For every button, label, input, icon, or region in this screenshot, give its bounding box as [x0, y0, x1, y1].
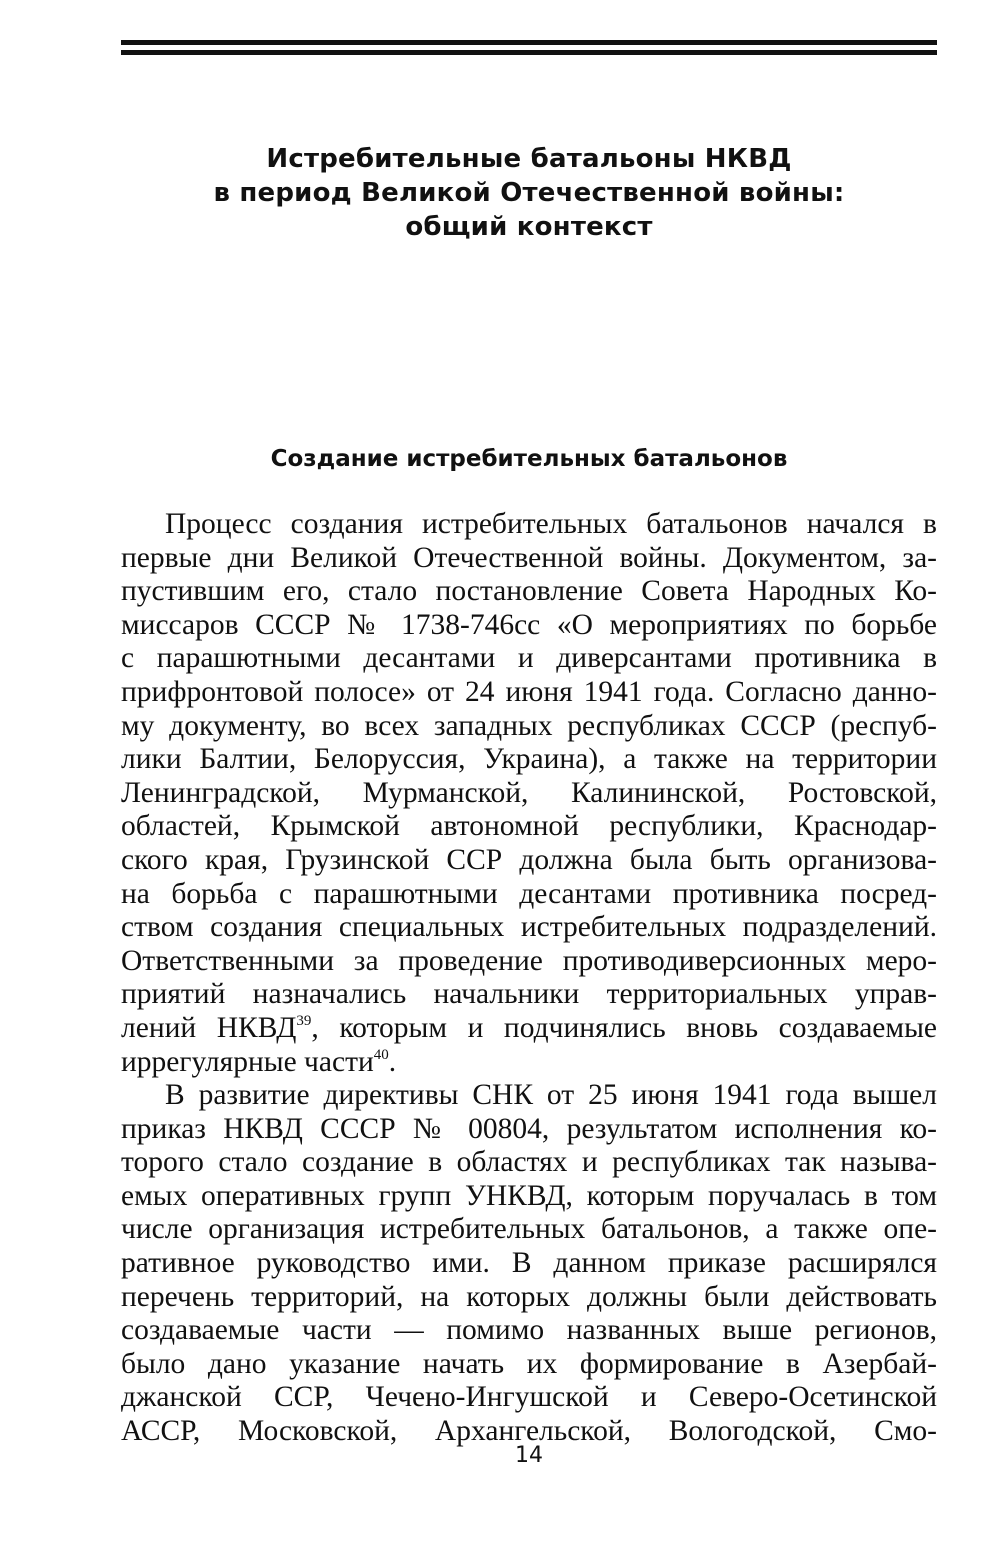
chapter-title-line: Истребительные батальоны НКВД [266, 144, 792, 174]
chapter-title [121, 142, 937, 244]
page-number: 14 [515, 1443, 543, 1468]
text-line: торого стало создание в областях и республиках так называ- [121, 1146, 937, 1179]
text-line: му документу, во всех западных республиках СССР (респуб- [121, 709, 937, 742]
text-line: Процесс создания истребительных батальонов начался в [165, 508, 937, 540]
text-line: областей, Крымской автономной республики, Краснодар- [121, 810, 937, 843]
text-line: емых оперативных групп УНКВД, которым поручалась в том [121, 1179, 937, 1212]
text-line-with-footnote [121, 1012, 937, 1046]
text-line: В развитие директивы СНК от 25 июня 1941 года вышел [165, 1079, 937, 1112]
text-fragment: . [388, 1045, 397, 1078]
text-line: АССР, Московской, Архангельской, Вологодской, Смо- [121, 1415, 937, 1448]
text-line: приказ НКВД СССР № 00804, результатом исполнения ко- [121, 1112, 937, 1145]
text-fragment: иррегулярные части [121, 1045, 374, 1078]
text-line: создаваемые части — помимо названных выше регионов, [121, 1314, 937, 1347]
text-line: ративное руководство ими. В данном приказе расширялся [121, 1247, 937, 1280]
text-line-with-footnote [121, 1046, 937, 1080]
section-title: Создание истребительных батальонов [270, 446, 788, 472]
text-line: прифронтовой полосе» от 24 июня 1941 года. Согласно данно- [121, 675, 937, 708]
text-line: на борьба с парашютными десантами противника посред- [121, 877, 937, 910]
text-line: миссаров СССР № 1738-746сс «О мероприятиях по борьбе [121, 608, 937, 641]
top-rule [121, 40, 937, 55]
text-line: Ленинградской, Мурманской, Калининской, Ростовской, [121, 776, 937, 809]
body-text [121, 508, 937, 1449]
text-line: было дано указание начать их формирование в Азербай- [121, 1347, 937, 1380]
text-line: джанской ССР, Чечено-Ингушской и Северо-Осетинской [121, 1381, 937, 1414]
text-line: приятий назначались начальники территориальных управ- [121, 978, 937, 1011]
text-fragment: , которым и подчинялись вновь создаваемые [311, 1011, 937, 1044]
text-line: Ответственными за проведение противодиверсионных меро- [121, 944, 937, 977]
text-line: пустившим его, стало постановление Совета Народных Ко- [121, 575, 937, 608]
text-line: с парашютными десантами и диверсантами противника в [121, 642, 937, 675]
chapter-title-line: общий контекст [405, 212, 653, 242]
text-line: лики Балтии, Белоруссия, Украина), а также на территории [121, 743, 937, 776]
text-line: ского края, Грузинской ССР должна была быть организова- [121, 843, 937, 876]
text-line: перечень территорий, на которых должны были действовать [121, 1280, 937, 1313]
footnote-ref-39[interactable]: 39 [296, 1012, 312, 1029]
text-line: первые дни Великой Отечественной войны. Документом, за- [121, 541, 937, 574]
chapter-title-line: в период Великой Отечественной войны: [213, 178, 845, 208]
footnote-ref-40[interactable]: 40 [373, 1046, 389, 1063]
text-line: числе организация истребительных батальонов, а также опе- [121, 1213, 937, 1246]
text-fragment: лений НКВД [121, 1011, 297, 1044]
text-line: ством создания специальных истребительных подразделений. [121, 911, 937, 944]
